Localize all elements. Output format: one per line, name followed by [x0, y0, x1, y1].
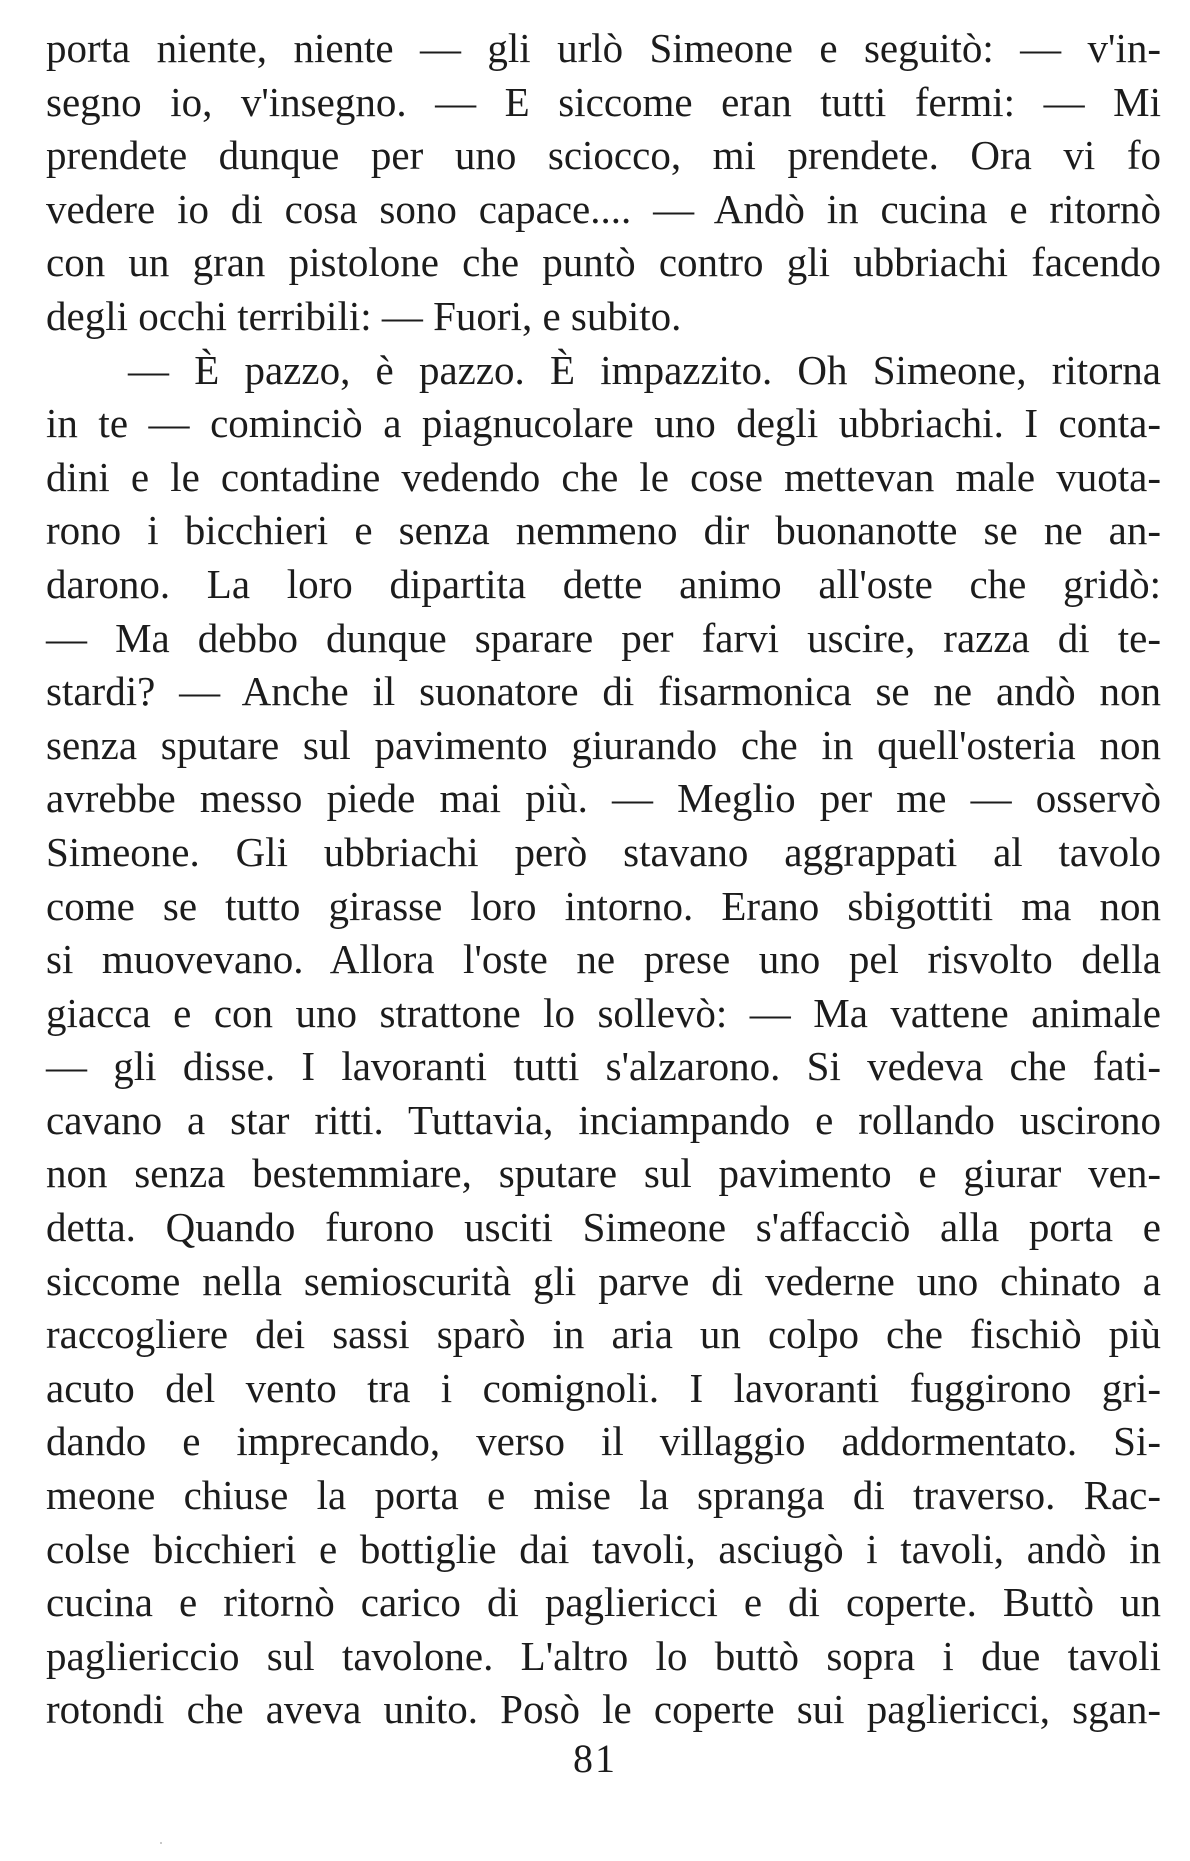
- text-line: non senza bestemmiare, sputare sul pavimento e giurar ven-: [46, 1150, 1161, 1197]
- text-line: giacca e con uno strattone lo sollevò: — Ma vattene animale: [46, 989, 1161, 1036]
- text-line: dando e imprecando, verso il villaggio addormentato. Si-: [46, 1418, 1161, 1465]
- text-line: colse bicchieri e bottiglie dai tavoli, asciugò i tavoli, andò in: [46, 1525, 1161, 1572]
- text-line: vedere io di cosa sono capace.... — Andò in cucina e ritornò: [46, 185, 1161, 232]
- paper-speck: [160, 1842, 162, 1844]
- text-line: prendete dunque per uno sciocco, mi prendete. Ora vi fo: [46, 132, 1161, 179]
- text-line: come se tutto girasse loro intorno. Erano sbigottiti ma non: [46, 882, 1161, 929]
- text-line: acuto del vento tra i comignoli. I lavoranti fuggirono gri-: [46, 1364, 1161, 1411]
- text-line: darono. La loro dipartita dette animo all'oste che gridò:: [46, 560, 1161, 607]
- text-line: — gli disse. I lavoranti tutti s'alzarono. Si vedeva che fati-: [46, 1043, 1161, 1090]
- text-line: cavano a star ritti. Tuttavia, inciampando e rollando uscirono: [46, 1096, 1161, 1143]
- text-line: — È pazzo, è pazzo. È impazzito. Oh Simeone, ritorna: [128, 346, 1161, 393]
- text-line: senza sputare sul pavimento giurando che in quell'osteria non: [46, 721, 1161, 768]
- text-line: Simeone. Gli ubbriachi però stavano aggrappati al tavolo: [46, 828, 1161, 875]
- text-line: pagliericcio sul tavolone. L'altro lo buttò sopra i due tavoli: [46, 1632, 1161, 1679]
- text-line: degli occhi terribili: — Fuori, e subito.: [46, 292, 682, 339]
- text-line: dini e le contadine vedendo che le cose mettevan male vuota-: [46, 453, 1161, 500]
- text-line: segno io, v'insegno. — E siccome eran tutti fermi: — Mi: [46, 78, 1161, 125]
- body-text: [46, 22, 1161, 1737]
- text-line: porta niente, niente — gli urlò Simeone e seguitò: — v'in-: [46, 25, 1161, 71]
- text-line: detta. Quando furono usciti Simeone s'affacciò alla porta e: [46, 1204, 1161, 1251]
- text-line: siccome nella semioscurità gli parve di vederne uno chinato a: [46, 1257, 1161, 1304]
- text-line: cucina e ritornò carico di pagliericci e di coperte. Buttò un: [46, 1579, 1161, 1626]
- text-line: raccogliere dei sassi sparò in aria un colpo che fischiò più: [46, 1311, 1161, 1358]
- text-line: avrebbe messo piede mai più. — Meglio per me — osservò: [46, 775, 1161, 822]
- text-line: meone chiuse la porta e mise la spranga di traverso. Rac-: [46, 1472, 1161, 1519]
- text-line: stardi? — Anche il suonatore di fisarmonica se ne andò non: [46, 668, 1161, 715]
- text-line: con un gran pistolone che puntò contro gli ubbriachi facendo: [46, 239, 1161, 286]
- text-line: — Ma debbo dunque sparare per farvi uscire, razza di te-: [46, 614, 1161, 661]
- text-line: rotondi che aveva unito. Posò le coperte sui pagliericci, sgan-: [46, 1686, 1161, 1733]
- page-number: 81: [573, 1736, 617, 1781]
- text-line: si muovevano. Allora l'oste ne prese uno pel risvolto della: [46, 936, 1161, 983]
- text-line: rono i bicchieri e senza nemmeno dir buonanotte se ne an-: [46, 507, 1161, 554]
- text-line: in te — cominciò a piagnucolare uno degli ubbriachi. I conta-: [46, 400, 1161, 447]
